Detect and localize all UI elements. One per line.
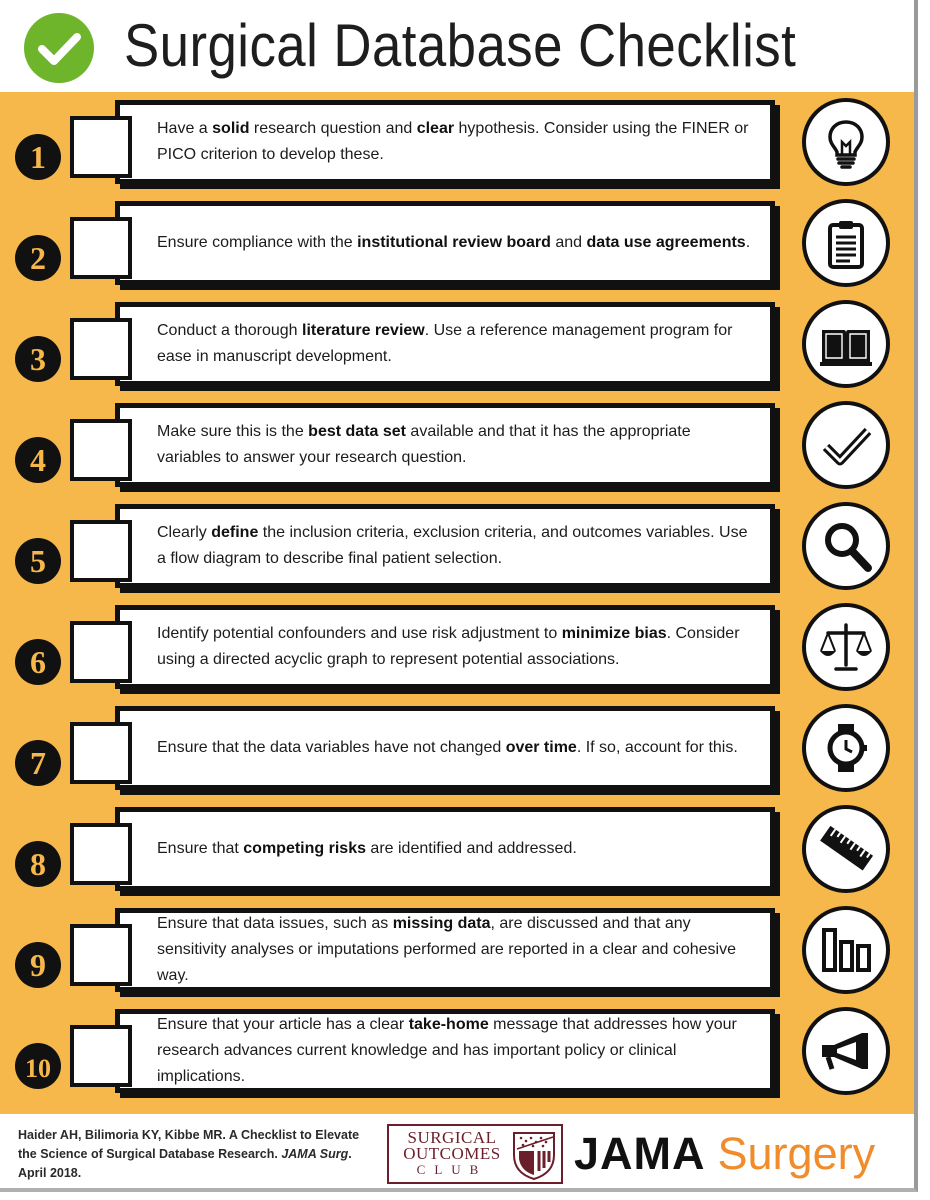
icon-circle — [802, 906, 890, 994]
body-text: message that addresses how your research advances current knowledge and has important policy or clinical implications. — [157, 1016, 737, 1085]
icon-circle — [802, 805, 890, 893]
body-text: are identified and addressed. — [365, 840, 577, 857]
surgery-word: Surgery — [717, 1128, 876, 1179]
step-number-badge — [14, 234, 62, 282]
citation-date: . April 2018. — [18, 1147, 352, 1180]
checkbox[interactable] — [70, 621, 132, 683]
body-text: . — [745, 234, 751, 251]
step-number-badge — [14, 335, 62, 383]
emphasis-text: competing risks — [243, 840, 366, 857]
citation-text: Haider AH, Bilimoria KY, Kibbe MR. A Checklist to Elevate the Science of Surgical Database Research. — [18, 1128, 360, 1161]
body-text: . If so, account for this. — [576, 739, 738, 756]
jama-word: JAMA — [574, 1128, 706, 1179]
step-number: 4 — [30, 442, 46, 478]
step-number: 5 — [30, 543, 46, 579]
open-book-icon — [818, 316, 874, 372]
step-number: 6 — [30, 644, 46, 680]
step-number: 7 — [30, 745, 46, 781]
step-number-badge — [14, 739, 62, 787]
checklist-item-text — [157, 419, 754, 471]
body-text: Clearly — [157, 524, 212, 541]
checkbox[interactable] — [70, 823, 132, 885]
checklist-item-8 — [115, 807, 775, 891]
checklist-item-text — [157, 836, 754, 862]
bar-chart-icon — [818, 922, 874, 978]
magnifier-icon — [818, 518, 874, 574]
body-text: . Consider using a directed acyclic graph to represent potential associations. — [157, 625, 740, 668]
step-number: 2 — [30, 240, 46, 276]
citation — [18, 1126, 378, 1183]
emphasis-text: take-home — [408, 1016, 489, 1033]
check-badge-icon — [23, 12, 95, 84]
emphasis-text: institutional review board — [357, 234, 551, 251]
checkbox[interactable] — [70, 924, 132, 986]
icon-circle — [802, 603, 890, 691]
checklist-item-3 — [115, 302, 775, 386]
checklist-item-9 — [115, 908, 775, 992]
icon-circle — [802, 401, 890, 489]
emphasis-text: literature review — [302, 322, 425, 339]
icon-circle — [802, 1007, 890, 1095]
clipboard-icon — [818, 215, 874, 271]
emphasis-text: missing data — [392, 915, 491, 932]
lightbulb-icon — [818, 114, 874, 170]
checklist-item-5 — [115, 504, 775, 588]
body-text: hypothesis. Consider using the FINER or PICO criterion to develop these. — [157, 120, 749, 163]
body-text: Make sure this is the — [157, 423, 309, 440]
emphasis-text: clear — [416, 120, 455, 137]
icon-circle — [802, 199, 890, 287]
step-number: 9 — [30, 947, 46, 983]
page-title: Surgical Database Checklist — [124, 12, 797, 79]
soc-logo-line2: OUTCOMES — [403, 1144, 501, 1163]
emphasis-text: data use agreements — [586, 234, 746, 251]
checklist-item-4 — [115, 403, 775, 487]
checklist-item-1 — [115, 100, 775, 184]
ruler-icon — [818, 821, 874, 877]
step-number-badge — [14, 436, 62, 484]
body-text: available and that it has the appropriate variables to answer your research question. — [157, 423, 691, 466]
step-number-badge — [14, 941, 62, 989]
checkbox[interactable] — [70, 116, 132, 178]
step-number: 1 — [30, 139, 46, 175]
icon-circle — [802, 300, 890, 388]
step-number: 3 — [30, 341, 46, 377]
soc-logo-line1: SURGICAL — [407, 1128, 497, 1147]
checklist-item-text — [157, 230, 754, 256]
megaphone-icon — [818, 1023, 874, 1079]
checkmark-icon — [818, 417, 874, 473]
step-number-badge — [14, 638, 62, 686]
checklist-item-text — [157, 520, 754, 572]
checkbox[interactable] — [70, 520, 132, 582]
checklist-item-6 — [115, 605, 775, 689]
step-number-badge — [14, 840, 62, 888]
citation-journal: JAMA Surg — [281, 1147, 349, 1161]
icon-circle — [802, 502, 890, 590]
checklist-item-text — [157, 911, 754, 989]
checklist-item-text — [157, 1012, 754, 1090]
checklist-item-text — [157, 735, 754, 761]
body-text: Ensure that data issues, such as — [157, 915, 393, 932]
body-text: the inclusion criteria, exclusion criteria, and outcomes variables. Use a flow diagram to describe final patient selection. — [157, 524, 748, 567]
step-number: 8 — [30, 846, 46, 882]
emphasis-text: minimize bias — [561, 625, 667, 642]
checkbox[interactable] — [70, 419, 132, 481]
body-text: , are discussed and that any sensitivity analyses or imputations performed are reported in a clear and cohesive way. — [157, 915, 736, 984]
checkbox[interactable] — [70, 1025, 132, 1087]
body-text: . Use a reference management program for ease in manuscript development. — [157, 322, 733, 365]
shield-icon — [509, 1129, 559, 1181]
jama-surgery-logo — [574, 1128, 875, 1180]
body-text: research question and — [249, 120, 417, 137]
step-number-badge — [14, 133, 62, 181]
checkbox[interactable] — [70, 217, 132, 279]
emphasis-text: define — [211, 524, 259, 541]
step-number: 10 — [25, 1054, 51, 1083]
watch-icon — [818, 720, 874, 776]
checklist-item-10 — [115, 1009, 775, 1093]
checkbox[interactable] — [70, 318, 132, 380]
checkbox[interactable] — [70, 722, 132, 784]
checklist-item-7 — [115, 706, 775, 790]
body-text: Ensure that — [157, 840, 244, 857]
icon-circle — [802, 704, 890, 792]
body-text: Have a — [157, 120, 213, 137]
icon-circle — [802, 98, 890, 186]
checklist-item-text — [157, 116, 754, 168]
header — [0, 0, 918, 92]
emphasis-text: solid — [212, 120, 250, 137]
footer — [0, 1114, 918, 1192]
body-text: Ensure compliance with the — [157, 234, 358, 251]
emphasis-text: over time — [505, 739, 577, 756]
step-number-badge — [14, 537, 62, 585]
body-text: and — [550, 234, 587, 251]
body-text: Ensure that the data variables have not changed — [157, 739, 506, 756]
body-text: Identify potential confounders and use risk adjustment to — [157, 625, 562, 642]
surgical-outcomes-club-logo — [387, 1124, 563, 1184]
checklist-item-text — [157, 318, 754, 370]
checklist-item-text — [157, 621, 754, 673]
step-number-badge — [14, 1042, 62, 1090]
body-text: Ensure that your article has a clear — [157, 1016, 409, 1033]
body-text: Conduct a thorough — [157, 322, 302, 339]
checklist-item-2 — [115, 201, 775, 285]
soc-logo-line3: CLUB — [416, 1162, 488, 1177]
emphasis-text: best data set — [308, 423, 406, 440]
scales-icon — [818, 619, 874, 675]
